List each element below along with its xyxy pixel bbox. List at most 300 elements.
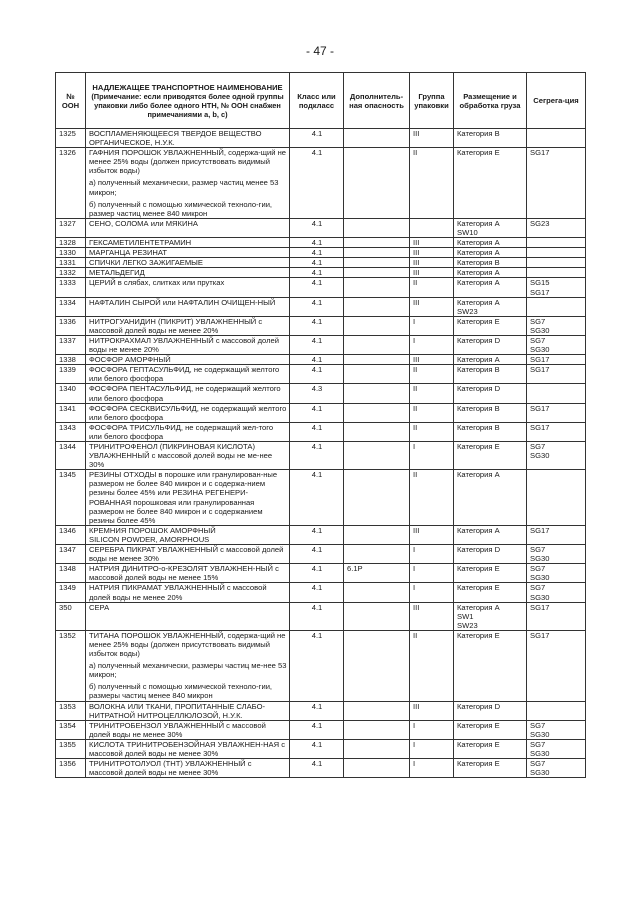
packing-group-cell: I [410,316,454,335]
sub-risk-cell [344,545,410,564]
stowage-cell [454,129,527,148]
packing-group-cell: III [410,297,454,316]
sub-risk-cell [344,720,410,739]
table-row [56,545,586,564]
class-cell: 4.1 [290,278,344,297]
table-row [56,218,586,237]
stowage-cell [454,525,527,544]
segregation-line: SG7 [530,545,546,555]
shipping-name-line: ВОЛОКНА ИЛИ ТКАНИ, ПРОПИТАННЫЕ СЛАБО-НИТРАТНОЙ НИТРОЦЕЛЛЮЛОЗОЙ, Н.У.К. [89,701,266,720]
shipping-name-line: СПИЧКИ ЛЕГКО ЗАЖИГАЕМЫЕ [89,258,203,268]
segregation-cell [527,316,586,335]
shipping-name-line: ТРИНИТРОБЕНЗОЛ УВЛАЖНЕННЫЙ с массовой долей воды не менее 30% [89,720,266,739]
shipping-name-cell [86,238,290,248]
table-row [56,442,586,470]
stowage-line: Категория D [457,701,501,711]
stowage-line: Категория B [457,403,500,413]
header-un-no: № ООН [56,73,86,129]
segregation-line: SG17 [530,403,550,413]
segregation-cell [527,630,586,701]
shipping-name-line: МАРГАНЦА РЕЗИНАТ [89,248,168,258]
un-number-cell: 1355 [56,739,86,758]
sub-risk-cell [344,630,410,701]
un-number-cell: 1339 [56,365,86,384]
segregation-cell [527,218,586,237]
stowage-line: Категория E [457,583,500,593]
table-row [56,720,586,739]
shipping-name-line: ТИТАНА ПОРОШОК УВЛАЖНЕННЫЙ, содержа-щий не менее 25% воды (должен присутствовать видимый избыток воды) [89,630,286,659]
segregation-line: SG7 [530,316,546,326]
segregation-cell [527,720,586,739]
segregation-cell [527,129,586,148]
shipping-name-cell [86,248,290,258]
packing-group-cell: I [410,759,454,778]
sub-risk-cell [344,701,410,720]
packing-group-cell: I [410,720,454,739]
un-number-cell: 1340 [56,384,86,403]
class-cell: 4.1 [290,701,344,720]
table-row [56,335,586,354]
shipping-name-cell [86,335,290,354]
packing-group-cell: III [410,248,454,258]
stowage-cell [454,602,527,630]
shipping-name-cell [86,525,290,544]
segregation-cell [527,759,586,778]
sub-risk-cell [344,470,410,526]
packing-group-cell: III [410,602,454,630]
stowage-cell [454,238,527,248]
segregation-cell [527,238,586,248]
shipping-name-cell [86,268,290,278]
shipping-name-line: ВОСПЛАМЕНЯЮЩЕЕСЯ ТВЕРДОЕ ВЕЩЕСТВО ОРГАНИЧЕСКОЕ, Н.У.К. [89,129,262,148]
packing-group-cell: II [410,365,454,384]
un-number-cell: 1345 [56,470,86,526]
shipping-name-cell [86,316,290,335]
class-cell: 4.1 [290,218,344,237]
table-row [56,630,586,701]
segregation-cell [527,442,586,470]
table-row [56,355,586,365]
packing-group-cell: II [410,278,454,297]
sub-risk-cell [344,297,410,316]
shipping-name-cell [86,278,290,297]
shipping-name-cell [86,422,290,441]
packing-group-cell: II [410,148,454,219]
segregation-line: SG17 [530,287,550,297]
header-name-title: НАДЛЕЖАЩЕЕ ТРАНСПОРТНОЕ НАИМЕНОВАНИЕ [92,82,283,92]
shipping-name-cell [86,583,290,602]
table-row [56,602,586,630]
shipping-name-line: МЕТАЛЬДЕГИД [89,268,145,278]
shipping-name-cell [86,384,290,403]
shipping-name-line: б) полученный с помощью химической техноло-гии, размер частиц менее 840 микрон [89,199,273,218]
stowage-cell [454,759,527,778]
stowage-cell [454,403,527,422]
segregation-line: SG30 [530,768,550,778]
un-number-cell: 1354 [56,720,86,739]
segregation-line: SG17 [530,365,550,375]
shipping-name-cell [86,630,290,701]
class-cell: 4.1 [290,759,344,778]
packing-group-cell: I [410,545,454,564]
un-number-cell: 1353 [56,701,86,720]
stowage-line: Категория D [457,384,501,394]
packing-group-cell: II [410,403,454,422]
un-number-cell: 1330 [56,248,86,258]
un-number-cell: 1343 [56,422,86,441]
shipping-name-line: СЕРА [89,602,110,612]
segregation-line: SG17 [530,602,550,612]
un-number-cell: 1338 [56,355,86,365]
segregation-cell [527,148,586,219]
shipping-name-cell [86,564,290,583]
class-cell: 4.1 [290,248,344,258]
segregation-cell [527,583,586,602]
segregation-line: SG7 [530,759,546,769]
stowage-cell [454,258,527,268]
shipping-name-line: ФОСФОРА ПЕНТАСУЛЬФИД, не содержащий желтого или белого фосфора [89,384,281,403]
un-number-cell: 1347 [56,545,86,564]
stowage-line: Категория E [457,630,500,640]
stowage-cell [454,720,527,739]
stowage-cell [454,442,527,470]
un-number-cell: 1349 [56,583,86,602]
shipping-name-line: НАТРИЯ ДИНИТРО-о-КРЕЗОЛЯТ УВЛАЖНЕН-НЫЙ с массовой долей воды не менее 15% [89,564,279,583]
stowage-cell [454,583,527,602]
stowage-line: Категория D [457,545,501,555]
table-row [56,148,586,219]
un-number-cell: 1327 [56,218,86,237]
segregation-line: SG30 [530,573,550,583]
sub-risk-cell [344,129,410,148]
class-cell: 4.1 [290,297,344,316]
segregation-cell [527,564,586,583]
un-number-cell: 1348 [56,564,86,583]
stowage-line: SW10 [457,227,478,237]
shipping-name-line: СЕНО, СОЛОМА или МЯКИНА [89,218,198,228]
segregation-cell [527,739,586,758]
segregation-line: SG30 [530,592,550,602]
shipping-name-cell [86,218,290,237]
stowage-line: Категория A [457,525,500,535]
class-cell: 4.1 [290,316,344,335]
packing-group-cell: I [410,739,454,758]
stowage-cell [454,278,527,297]
shipping-name-cell [86,545,290,564]
header-sub-risk: Дополнитель-ная опасность [344,73,410,129]
table-row [56,316,586,335]
stowage-cell [454,248,527,258]
shipping-name-line: б) полученный с помощью химической техноло-гии, размеры частиц менее 840 микрон [89,682,273,701]
page-number: - 47 - [305,44,334,58]
segregation-line: SG30 [530,451,550,461]
sub-risk-cell [344,316,410,335]
segregation-line: SG7 [530,720,546,730]
class-cell: 4.1 [290,525,344,544]
shipping-name-line: а) полученный механически, размеры частиц ме-нее 53 микрон; [89,661,287,680]
shipping-name-line: КИСЛОТА ТРИНИТРОБЕНЗОЙНАЯ УВЛАЖНЕН-НАЯ с массовой долей воды не менее 30% [89,739,286,758]
un-number-cell: 350 [56,602,86,630]
sub-risk-cell [344,148,410,219]
stowage-line: SW23 [457,620,478,630]
class-cell: 4.1 [290,129,344,148]
stowage-cell [454,564,527,583]
packing-group-cell: I [410,442,454,470]
packing-group-cell: II [410,384,454,403]
packing-group-cell: III [410,701,454,720]
segregation-line: SG17 [530,422,550,432]
segregation-line: SG17 [530,630,550,640]
dangerous-goods-table [55,72,586,778]
sub-risk-cell [344,525,410,544]
segregation-line: SG17 [530,525,550,535]
un-number-cell: 1325 [56,129,86,148]
segregation-cell [527,268,586,278]
shipping-name-line: НАФТАЛИН СЫРОЙ или НАФТАЛИН ОЧИЩЕН-НЫЙ [89,297,276,307]
stowage-line: Категория E [457,720,500,730]
stowage-line: Категория A [457,470,500,480]
segregation-cell [527,278,586,297]
shipping-name-cell [86,355,290,365]
stowage-cell [454,268,527,278]
segregation-cell [527,470,586,526]
packing-group-cell: III [410,525,454,544]
segregation-cell [527,384,586,403]
stowage-line: Категория A [457,248,500,258]
segregation-line: SG30 [530,729,550,739]
un-number-cell: 1344 [56,442,86,470]
stowage-line: Категория B [457,129,500,138]
packing-group-cell: II [410,422,454,441]
stowage-cell [454,316,527,335]
segregation-cell [527,403,586,422]
segregation-line: SG30 [530,554,550,564]
shipping-name-cell [86,602,290,630]
shipping-name-cell [86,403,290,422]
table-row [56,403,586,422]
header-stowage: Размещение и обработка груза [454,73,527,129]
class-cell: 4.1 [290,403,344,422]
shipping-name-cell [86,470,290,526]
shipping-name-line: НИТРОГУАНИДИН (ПИКРИТ) УВЛАЖНЕННЫЙ с массовой долей воды не менее 20% [89,316,263,335]
segregation-line: SG17 [530,148,550,158]
segregation-line: SG30 [530,749,550,758]
stowage-cell [454,297,527,316]
class-cell: 4.1 [290,630,344,701]
segregation-line: SG7 [530,442,546,451]
segregation-cell [527,701,586,720]
shipping-name-cell [86,258,290,268]
sub-risk-cell [344,238,410,248]
table-body [56,129,586,778]
un-number-cell: 1331 [56,258,86,268]
stowage-line: Категория E [457,148,500,158]
segregation-line: SG7 [530,583,546,593]
segregation-line: SG30 [530,325,550,335]
sub-risk-cell [344,422,410,441]
stowage-cell [454,365,527,384]
sub-risk-cell [344,583,410,602]
shipping-name-line: ТРИНИТРОФЕНОЛ (ПИКРИНОВАЯ КИСЛОТА) УВЛАЖНЕННЫЙ с массовой долей воды не ме-нее 30% [89,442,273,470]
stowage-cell [454,355,527,365]
packing-group-cell: III [410,129,454,148]
stowage-cell [454,739,527,758]
packing-group-cell: III [410,268,454,278]
un-number-cell: 1332 [56,268,86,278]
header-packing-group: Группа упаковки [410,73,454,129]
segregation-line: SG7 [530,739,546,749]
sub-risk-cell [344,335,410,354]
stowage-line: Категория E [457,564,500,574]
table-row [56,470,586,526]
stowage-cell [454,701,527,720]
class-cell: 4.1 [290,355,344,365]
un-number-cell: 1334 [56,297,86,316]
un-number-cell: 1346 [56,525,86,544]
segregation-cell [527,545,586,564]
un-number-cell: 1352 [56,630,86,701]
shipping-name-cell [86,297,290,316]
packing-group-cell: I [410,564,454,583]
sub-risk-cell [344,403,410,422]
table-row [56,258,586,268]
class-cell: 4.1 [290,258,344,268]
segregation-cell [527,525,586,544]
shipping-name-line: ГАФНИЯ ПОРОШОК УВЛАЖНЕННЫЙ, содержа-щий не менее 25% воды (должен присутствовать видимый избыток воды) [89,148,286,176]
header-name-note: (Примечание: если приводятся более одной группы упаковки либо более одного НТН, № ООН снабжен примечаниями a, b, c) [91,91,284,119]
stowage-line: Категория E [457,442,500,451]
class-cell: 4.3 [290,384,344,403]
shipping-name-cell [86,720,290,739]
packing-group-cell: I [410,583,454,602]
class-cell: 4.1 [290,365,344,384]
table-row [56,564,586,583]
table-row [56,297,586,316]
table-row [56,701,586,720]
table-row [56,384,586,403]
sub-risk-cell [344,278,410,297]
header-class: Класс или подкласс [290,73,344,129]
shipping-name-line: ЦЕРИЙ в слябах, слитках или прутках [89,278,225,288]
stowage-cell [454,218,527,237]
shipping-name-line: ФОСФОРА СЕСКВИСУЛЬФИД, не содержащий желтого или белого фосфора [89,403,287,422]
shipping-name-line: SILICON POWDER, AMORPHOUS [89,534,210,544]
class-cell: 4.1 [290,564,344,583]
segregation-line: SG7 [530,335,546,345]
segregation-line: SG15 [530,278,550,288]
table-row [56,365,586,384]
shipping-name-cell [86,442,290,470]
class-cell: 4.1 [290,148,344,219]
table-row [56,278,586,297]
sub-risk-cell: 6.1P [344,564,410,583]
segregation-cell [527,365,586,384]
table-row [56,583,586,602]
stowage-line: Категория B [457,258,500,268]
stowage-line: Категория A [457,602,500,612]
shipping-name-line: НАТРИЯ ПИКРАМАТ УВЛАЖНЕННЫЙ с массовой долей воды не менее 20% [89,583,267,602]
class-cell: 4.1 [290,583,344,602]
table-row [56,422,586,441]
stowage-cell [454,422,527,441]
stowage-cell [454,545,527,564]
un-number-cell: 1336 [56,316,86,335]
packing-group-cell: III [410,355,454,365]
sub-risk-cell [344,248,410,258]
stowage-line: Категория E [457,316,500,326]
class-cell: 4.1 [290,739,344,758]
segregation-cell [527,335,586,354]
class-cell: 4.1 [290,442,344,470]
packing-group-cell: III [410,238,454,248]
stowage-line: Категория E [457,739,500,749]
shipping-name-line: РЕЗИНЫ ОТХОДЫ в порошке или гранулирован-ные размером не более 840 микрон и с содержа-нием резины более 45% или РЕЗИНА РЕГЕНЕРИ-РОВАННАЯ порошковая или гранулированная размером не более 840 микрон и с содержанием резины более 45% [89,470,278,525]
shipping-name-line: ФОСФОР АМОРФНЫЙ [89,355,171,365]
class-cell: 4.1 [290,422,344,441]
table-row [56,238,586,248]
stowage-cell [454,384,527,403]
sub-risk-cell [344,384,410,403]
table-header-row [56,73,586,129]
shipping-name-line: а) полученный механически, размер частиц менее 53 микрон; [89,178,279,197]
segregation-line: SG7 [530,564,546,574]
sub-risk-cell [344,442,410,470]
segregation-line: SG30 [530,345,550,355]
stowage-line: Категория A [457,218,500,228]
stowage-line: Категория A [457,238,500,248]
table-row [56,759,586,778]
stowage-line: Категория E [457,759,500,769]
un-number-cell: 1337 [56,335,86,354]
class-cell: 4.1 [290,268,344,278]
shipping-name-line: КРЕМНИЯ ПОРОШОК АМОРФНЫЙ [89,525,216,535]
stowage-cell [454,630,527,701]
sub-risk-cell [344,218,410,237]
packing-group-cell: I [410,335,454,354]
class-cell: 4.1 [290,335,344,354]
shipping-name-cell [86,148,290,219]
segregation-line: SG23 [530,218,550,228]
segregation-cell [527,258,586,268]
shipping-name-cell [86,759,290,778]
shipping-name-cell [86,739,290,758]
shipping-name-cell [86,129,290,148]
stowage-line: Категория D [457,335,501,345]
segregation-cell [527,422,586,441]
class-cell: 4.1 [290,602,344,630]
packing-group-cell: III [410,258,454,268]
un-number-cell: 1341 [56,403,86,422]
segregation-cell [527,297,586,316]
shipping-name-cell [86,365,290,384]
stowage-line: Категория B [457,365,500,375]
stowage-cell [454,148,527,219]
class-cell: 4.1 [290,720,344,739]
shipping-name-line: ФОСФОРА ТРИСУЛЬФИД, не содержащий жел-того или белого фосфора [89,422,274,441]
shipping-name-line: СЕРЕБРА ПИКРАТ УВЛАЖНЕННЫЙ с массовой долей воды не менее 30% [89,545,284,564]
sub-risk-cell [344,739,410,758]
table-row [56,739,586,758]
packing-group-cell: II [410,470,454,526]
header-segregation: Сегрега-ция [527,73,586,129]
stowage-cell [454,470,527,526]
stowage-line: SW1 [457,611,474,621]
segregation-line: SG17 [530,355,550,365]
table-row [56,525,586,544]
stowage-line: Категория B [457,422,500,432]
sub-risk-cell [344,759,410,778]
table-row [56,129,586,148]
